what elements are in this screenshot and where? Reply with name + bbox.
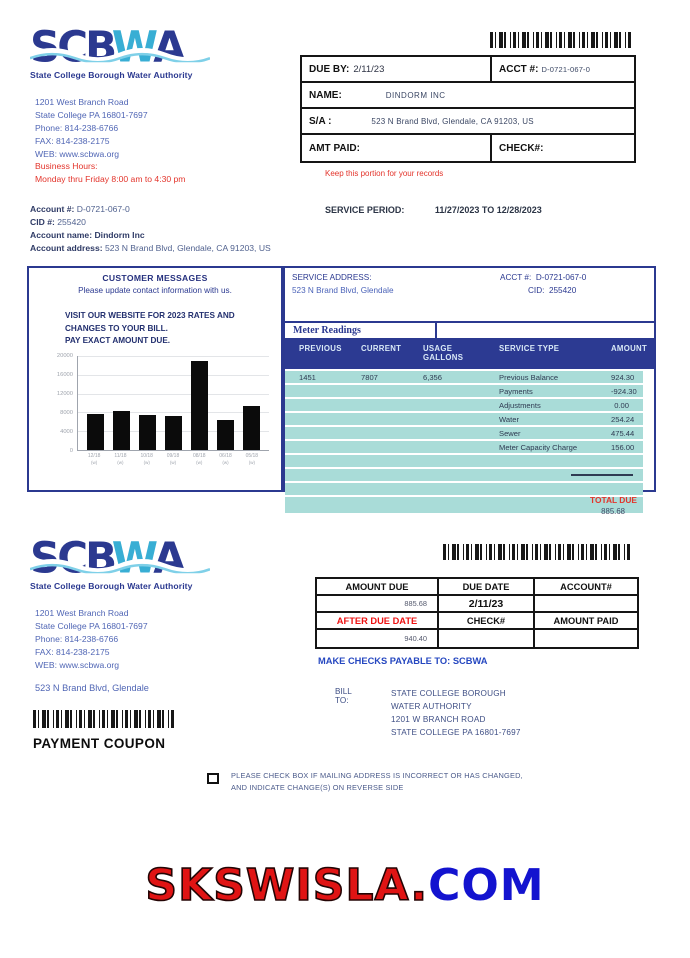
meter-table-header bbox=[285, 340, 654, 369]
amt-paid-label: AMT PAID: bbox=[309, 142, 360, 154]
current-reading: 7807 bbox=[361, 372, 378, 382]
name-cell bbox=[302, 83, 634, 107]
usage-chart-yaxis: 20000 16000 12000 8000 4000 0 bbox=[56, 353, 73, 454]
service-address-header bbox=[285, 268, 654, 321]
logo-letter-a: A bbox=[153, 532, 183, 583]
coupon-table bbox=[315, 577, 639, 649]
charge-amount: 0.00 bbox=[614, 400, 629, 410]
cid-line: CID #: 255420 bbox=[30, 217, 86, 227]
customer-message-4: PAY EXACT AMOUNT DUE. bbox=[65, 336, 171, 345]
address-line1: 1201 West Branch Road bbox=[35, 97, 129, 107]
usage-xtick: 06/18 (w) bbox=[219, 453, 232, 465]
usage-bar bbox=[113, 411, 130, 450]
scbwa-logo-text bbox=[30, 532, 250, 583]
meter-readings-title: Meter Readings bbox=[293, 325, 361, 336]
bill-to-line3: 1201 W BRANCH ROAD bbox=[391, 715, 486, 724]
amt-paid-cell[interactable] bbox=[302, 135, 492, 161]
address-fax: FAX: 814-238-2175 bbox=[35, 647, 110, 657]
usage-chart-plot bbox=[77, 356, 269, 451]
usage-bar bbox=[191, 361, 208, 450]
total-due-label: TOTAL DUE bbox=[590, 495, 637, 505]
col-service-type: SERVICE TYPE bbox=[499, 344, 560, 353]
charge-type: Previous Balance bbox=[499, 372, 559, 382]
customer-messages-box bbox=[27, 266, 283, 492]
usage-bar bbox=[243, 406, 260, 450]
customer-message-3: CHANGES TO YOUR BILL. bbox=[65, 323, 168, 333]
bill-to-line2: WATER AUTHORITY bbox=[391, 702, 472, 711]
charge-amount: 924.30 bbox=[611, 372, 635, 382]
meter-row-empty bbox=[285, 483, 643, 495]
service-period bbox=[325, 205, 542, 215]
skswisla-watermark bbox=[145, 860, 545, 911]
usage-chart-bars bbox=[78, 356, 269, 450]
address-line2: State College PA 16801-7697 bbox=[35, 110, 148, 120]
remit-row-sa bbox=[302, 109, 634, 135]
sa-label: S/A : bbox=[309, 115, 332, 127]
usage-chart-xaxis bbox=[77, 453, 269, 466]
coupon-value-row-1 bbox=[317, 596, 637, 613]
logo-letter-w: W bbox=[111, 532, 154, 583]
scbwa-logo bbox=[30, 532, 250, 591]
due-by-cell bbox=[302, 57, 492, 81]
amount-due-label: AMOUNT DUE bbox=[317, 579, 439, 594]
account-number-line: Account #: D-0721-067-0 bbox=[30, 204, 130, 214]
meter-row bbox=[285, 427, 643, 439]
coupon-barcode bbox=[33, 710, 175, 728]
usage-xtick: 08/18 (w) bbox=[193, 453, 206, 465]
check-number-field[interactable] bbox=[439, 630, 535, 647]
make-checks-note: MAKE CHECKS PAYABLE TO: SCBWA bbox=[318, 656, 488, 666]
usage-xtick: 05/18 (w) bbox=[245, 453, 259, 465]
logo-tagline: State College Borough Water Authority bbox=[30, 70, 193, 80]
coupon-right-barcode bbox=[443, 544, 632, 560]
logo-letter-w: W bbox=[111, 21, 154, 72]
meter-row bbox=[285, 385, 643, 397]
charge-type: Meter Capacity Charge bbox=[499, 442, 578, 452]
logo-letters-scb: SCB bbox=[30, 21, 112, 72]
service-acct-cid bbox=[500, 272, 586, 297]
remit-row-paid bbox=[302, 135, 634, 161]
address-web: WEB: www.scbwa.org bbox=[35, 149, 120, 159]
amount-due-value: 885.68 bbox=[317, 596, 439, 611]
checkbox-text-line2: AND INDICATE CHANGE(S) ON REVERSE SIDE bbox=[231, 783, 404, 792]
address-line1: 1201 West Branch Road bbox=[35, 608, 129, 618]
amount-paid-field[interactable] bbox=[535, 630, 637, 647]
bill-to-label: BILL TO: bbox=[335, 687, 352, 705]
usage-xtick: 11/18 (w) bbox=[114, 453, 127, 465]
business-hours-value: Monday thru Friday 8:00 am to 4:30 pm bbox=[35, 174, 186, 184]
coupon-header-row-1 bbox=[317, 579, 637, 596]
total-due-value: 885.68 bbox=[601, 507, 625, 516]
bill-to-line4: STATE COLLEGE PA 16801-7697 bbox=[391, 728, 521, 737]
meter-readings-title-cell bbox=[285, 323, 437, 338]
due-date-label: DUE DATE bbox=[439, 579, 535, 594]
charge-amount: 475.44 bbox=[611, 428, 635, 438]
sa-value: 523 N Brand Blvd, Glendale, CA 91203, US bbox=[371, 116, 534, 126]
coupon-value-row-2 bbox=[317, 630, 637, 647]
address-phone: Phone: 814-238-6766 bbox=[35, 634, 119, 644]
remit-row-due bbox=[302, 57, 634, 83]
charge-type: Adjustments bbox=[499, 400, 541, 410]
charge-type: Water bbox=[499, 414, 519, 424]
authority-address bbox=[35, 96, 148, 161]
charge-amount: -924.30 bbox=[611, 386, 637, 396]
watermark-blue-part: COM bbox=[428, 860, 545, 911]
meter-table-rows bbox=[285, 369, 654, 513]
address-web: WEB: www.scbwa.org bbox=[35, 660, 120, 670]
after-due-date-label: AFTER DUE DATE bbox=[317, 613, 439, 628]
remit-row-name bbox=[302, 83, 634, 109]
charge-type: Sewer bbox=[499, 428, 521, 438]
customer-message-block bbox=[65, 310, 281, 348]
col-previous: PREVIOUS bbox=[299, 344, 342, 353]
coupon-service-address: 523 N Brand Blvd, Glendale bbox=[35, 683, 149, 693]
col-current: CURRENT bbox=[361, 344, 402, 353]
meter-row bbox=[285, 441, 643, 453]
service-acct-line: ACCT #: D-0721-067-0 bbox=[500, 273, 587, 282]
top-barcode bbox=[490, 32, 632, 48]
scbwa-logo-text bbox=[30, 21, 250, 72]
meter-row-empty bbox=[285, 455, 643, 467]
bill-to-line1: STATE COLLEGE BOROUGH bbox=[391, 689, 506, 698]
service-address-label: SERVICE ADDRESS: bbox=[292, 273, 372, 282]
meter-row-total-line bbox=[285, 469, 643, 481]
meter-row bbox=[285, 413, 643, 425]
logo-letters-scb: SCB bbox=[30, 532, 112, 583]
charge-amount: 156.00 bbox=[611, 442, 635, 452]
customer-messages-title: CUSTOMER MESSAGES bbox=[102, 273, 208, 283]
watermark-red-part: SKSWISLA. bbox=[145, 860, 429, 911]
address-phone: Phone: 814-238-6766 bbox=[35, 123, 119, 133]
address-fax: FAX: 814-238-2175 bbox=[35, 136, 110, 146]
account-info bbox=[30, 203, 271, 255]
usage-bar bbox=[217, 420, 234, 450]
scbwa-logo bbox=[30, 21, 250, 80]
name-value: DINDORM INC bbox=[385, 90, 446, 100]
due-date-value: 2/11/23 bbox=[439, 596, 535, 611]
name-label: NAME: bbox=[309, 89, 342, 101]
keep-portion-note: Keep this portion for your records bbox=[325, 169, 444, 178]
service-address-value: 523 N Brand Blvd, Glendale bbox=[292, 285, 394, 295]
account-address-line: Account address: 523 N Brand Blvd, Glendale, CA 91203, US bbox=[30, 243, 271, 253]
usage-xtick: 09/18 (w) bbox=[166, 453, 180, 465]
acct-value: D-0721-067-0 bbox=[541, 64, 591, 74]
check-cell[interactable] bbox=[492, 135, 634, 161]
after-due-amount-value: 940.40 bbox=[317, 630, 439, 647]
meter-readings-box bbox=[283, 266, 656, 492]
bill-to-address bbox=[391, 687, 591, 739]
mailing-address-checkbox-text bbox=[231, 770, 591, 794]
remit-table bbox=[300, 55, 636, 163]
meter-row bbox=[285, 371, 643, 383]
usage-bar bbox=[87, 414, 104, 450]
acct-label: ACCT #: bbox=[499, 63, 539, 75]
usage-history-chart bbox=[39, 353, 277, 481]
payment-coupon-title: PAYMENT COUPON bbox=[33, 736, 166, 751]
service-period-label: SERVICE PERIOD: bbox=[325, 205, 405, 215]
due-by-value: 2/11/23 bbox=[353, 63, 385, 75]
previous-reading: 1451 bbox=[299, 372, 316, 382]
amount-paid-label: AMOUNT PAID bbox=[553, 615, 619, 626]
service-cid-line: CID: 255420 bbox=[528, 285, 577, 295]
account-number-field[interactable] bbox=[535, 596, 637, 611]
col-amount: AMOUNT bbox=[611, 344, 648, 353]
meter-row bbox=[285, 399, 643, 411]
usage-gallons: 6,356 bbox=[423, 372, 443, 382]
business-hours bbox=[35, 160, 185, 186]
account-number-label: ACCOUNT# bbox=[560, 581, 612, 592]
customer-message-2: VISIT OUR WEBSITE FOR 2023 RATES AND bbox=[65, 311, 235, 320]
logo-tagline: State College Borough Water Authority bbox=[30, 581, 193, 591]
usage-xtick: 10/18 (w) bbox=[140, 453, 153, 465]
usage-bar bbox=[165, 416, 182, 450]
mailing-address-checkbox[interactable] bbox=[207, 773, 219, 784]
meter-readings-title-row bbox=[285, 321, 654, 340]
business-hours-label: Business Hours: bbox=[35, 161, 98, 171]
check-number-label: CHECK# bbox=[439, 613, 535, 628]
charge-type: Payments bbox=[499, 386, 533, 396]
due-by-label: DUE BY: bbox=[309, 63, 350, 75]
check-label: CHECK#: bbox=[499, 142, 544, 154]
usage-bar bbox=[139, 415, 156, 450]
logo-letter-a: A bbox=[153, 21, 183, 72]
acct-cell bbox=[492, 57, 634, 81]
customer-message-1: Please update contact information with us. bbox=[78, 286, 232, 295]
service-address bbox=[292, 272, 394, 297]
charge-amount: 254.24 bbox=[611, 414, 635, 424]
account-name-line: Account name: Dindorm Inc bbox=[30, 230, 145, 240]
sa-cell bbox=[302, 109, 634, 133]
col-usage-gallons: USAGE GALLONS bbox=[423, 344, 464, 362]
usage-xtick: 12/18 (w) bbox=[87, 453, 101, 465]
service-period-value: 11/27/2023 TO 12/28/2023 bbox=[434, 205, 542, 215]
authority-address bbox=[35, 607, 148, 672]
coupon-header-row-2 bbox=[317, 613, 637, 630]
address-line2: State College PA 16801-7697 bbox=[35, 621, 148, 631]
checkbox-text-line1: PLEASE CHECK BOX IF MAILING ADDRESS IS INCORRECT OR HAS CHANGED, bbox=[231, 771, 523, 780]
